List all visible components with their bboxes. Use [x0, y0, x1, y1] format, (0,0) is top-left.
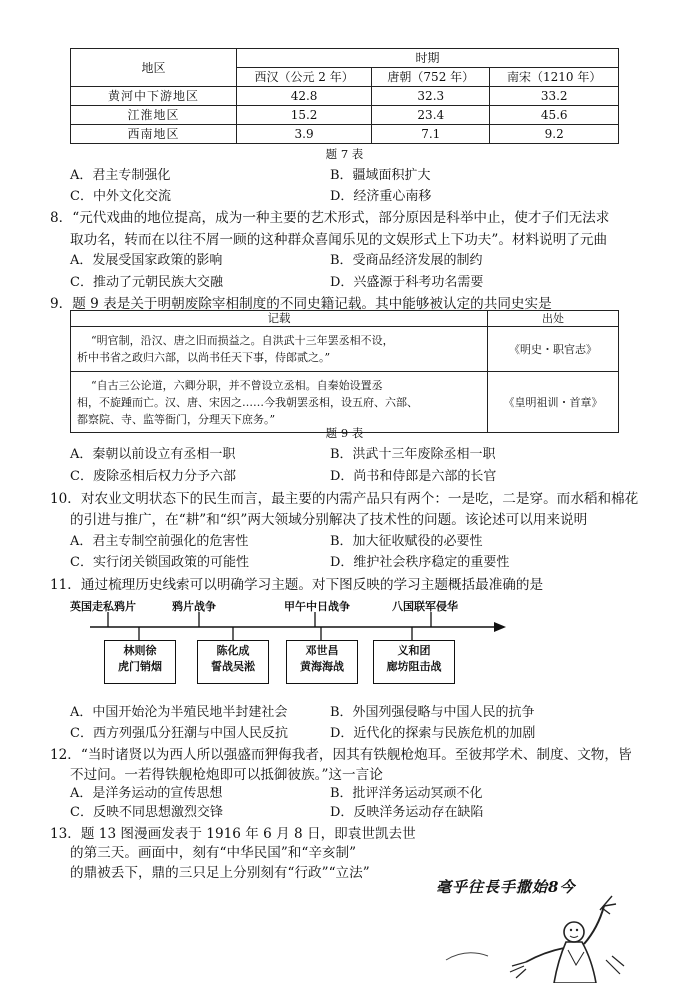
q7-caption: 题 7 表 — [325, 147, 364, 161]
event-person: 义和团 — [397, 644, 431, 657]
q10-option-c[interactable]: C．实行闭关锁国政策的可能性 — [70, 555, 249, 570]
source-cell: 《皇明祖训・首章》 — [488, 372, 619, 433]
q8-option-d[interactable]: D．兴盛源于科考功名需要 — [330, 275, 484, 290]
figure-eye — [570, 929, 572, 931]
q7-option-b[interactable]: B．疆域面积扩大 — [330, 168, 431, 183]
region-name: 黄河中下游地区 — [71, 87, 237, 106]
q13-stem-line1: 13．题 13 图漫画发表于 1916 年 6 月 8 日，即袁世凯去世 — [50, 826, 416, 842]
q7-option-c[interactable]: C．中外文化交流 — [70, 189, 171, 204]
timeline-event-box — [286, 640, 358, 684]
q11-timeline-figure — [70, 596, 619, 700]
q11-option-d[interactable]: D．近代化的探索与民族危机的加剧 — [330, 726, 536, 741]
timeline-event-box — [373, 640, 455, 684]
table-row — [71, 125, 619, 144]
event-person: 陈化成 — [216, 644, 250, 657]
region-name: 江淮地区 — [71, 106, 237, 125]
figure-eye — [576, 929, 578, 931]
header-region: 地区 — [71, 49, 237, 87]
header-record: 记载 — [71, 311, 488, 327]
q12-stem-line1: 12．“当时诸贤以为西人所以强盛而狎侮我者，因其有铁舰枪炮耳。至彼邦学术、制度、文物，皆 — [50, 747, 632, 763]
q13-stem-line3: 的鼎被丢下，鼎的三只足上分别刻有“行政”“立法” — [70, 865, 370, 881]
q10-stem-line1: 10．对农业文明状态下的民生而言，最主要的内需产品只有两个：一是吃，二是穿。而水稻和棉花 — [50, 491, 639, 507]
source-cell: 《明史・职官志》 — [488, 327, 619, 372]
event-person: 邓世昌 — [305, 644, 339, 657]
header-period: 时期 — [237, 49, 619, 68]
cartoon-drawing — [426, 870, 626, 983]
cell-value: 23.4 — [372, 106, 490, 125]
region-name: 西南地区 — [71, 125, 237, 144]
record-cell — [71, 327, 488, 372]
figure-robe — [568, 950, 584, 965]
motion-lines — [606, 956, 624, 974]
figure-head — [564, 922, 584, 942]
q9-table — [70, 310, 619, 433]
cell-value: 45.6 — [490, 106, 619, 125]
q12-option-d[interactable]: D．反映洋务运动存在缺陷 — [330, 805, 484, 820]
timeline-label-2: 甲午中日战争 — [284, 600, 350, 613]
q7-option-a[interactable]: A．君主专制强化 — [70, 168, 171, 183]
q12-option-b[interactable]: B．批评洋务运动冥顽不化 — [330, 786, 483, 801]
q7-option-d[interactable]: D．经济重心南移 — [330, 189, 432, 204]
timeline-arrow-icon — [494, 622, 506, 632]
timeline-event-box — [104, 640, 176, 684]
record-line: 相，不旋踵而亡。汉、唐、宋因之……今我朝罢丞相，设五府、六部、 — [77, 395, 418, 409]
q9-stem: 9．题 9 表是关于明朝废除宰相制度的不同史籍记载。其中能够被认定的共同史实是 — [50, 296, 552, 312]
event-name: 誓战吴淞 — [211, 660, 255, 673]
q11-option-c[interactable]: C．西方列强瓜分狂潮与中国人民反抗 — [70, 726, 288, 741]
cell-value: 15.2 — [237, 106, 372, 125]
record-cell — [71, 372, 488, 433]
q13-cartoon — [426, 870, 626, 983]
record-line: 析中书省之政归六部，以尚书任天下事，侍郎贰之。” — [77, 351, 331, 364]
cell-value: 7.1 — [372, 125, 490, 144]
q8-option-b[interactable]: B．受商品经济发展的制约 — [330, 253, 483, 268]
q9-option-b[interactable]: B．洪武十三年废除丞相一职 — [330, 447, 496, 462]
timeline-label-1: 鸦片战争 — [172, 600, 216, 613]
figure-arm — [526, 948, 564, 962]
q7-table — [70, 48, 619, 144]
figure-arm — [584, 906, 604, 944]
cell-value: 9.2 — [490, 125, 619, 144]
cell-value: 32.3 — [372, 87, 490, 106]
table-row — [71, 87, 619, 106]
timeline-label-3: 八国联军侵华 — [392, 600, 458, 613]
event-person: 林则徐 — [123, 644, 157, 657]
q11-stem: 11．通过梳理历史线索可以明确学习主题。对下图反映的学习主题概括最准确的是 — [50, 577, 544, 593]
cell-value: 3.9 — [237, 125, 372, 144]
q12-stem-line2: 不过问。一若得铁舰枪炮即可以抵御彼族。”这一言论 — [70, 767, 383, 783]
cartoon-title: 毫乎往長手撒始8今 — [436, 878, 576, 896]
record-line: “自古三公论道，六卿分职，并不曾设立丞相。自秦始设置丞 — [91, 378, 383, 392]
motion-lines — [510, 962, 526, 978]
cell-value: 42.8 — [237, 87, 372, 106]
q10-option-d[interactable]: D．维护社会秩序稳定的重要性 — [330, 555, 510, 570]
q10-option-b[interactable]: B．加大征收赋役的必要性 — [330, 534, 483, 549]
q9-option-d[interactable]: D．尚书和侍郎是六部的长官 — [330, 469, 497, 484]
header-source: 出处 — [488, 311, 619, 327]
q12-option-a[interactable]: A．是洋务运动的宣传思想 — [70, 786, 223, 801]
event-name: 廊坊阻击战 — [386, 660, 442, 673]
event-name: 虎门销烟 — [118, 660, 162, 673]
table-row — [71, 106, 619, 125]
timeline-label-0: 英国走私鸦片 — [70, 600, 136, 613]
q8-stem-line1: 8．“元代戏曲的地位提高，成为一种主要的艺术形式，部分原因是科举中止，使才子们无法求 — [50, 210, 610, 226]
q8-option-a[interactable]: A．发展受国家政策的影响 — [70, 253, 223, 268]
cell-value: 33.2 — [490, 87, 619, 106]
motion-lines — [446, 953, 488, 960]
period-0: 西汉（公元 2 年） — [237, 68, 372, 87]
event-name: 黄海海战 — [300, 660, 344, 673]
table-row — [71, 327, 619, 372]
q10-stem-line2: 的引进与推广，在“耕”和“织”两大领域分别解决了技术性的问题。该论述可以用来说明 — [70, 512, 588, 528]
q12-option-c[interactable]: C．反映不同思想激烈交锋 — [70, 805, 223, 820]
q11-option-a[interactable]: A．中国开始沦为半殖民地半封建社会 — [70, 705, 288, 720]
q8-stem-line2: 取功名，转而在以往不屑一顾的这种群众喜闻乐见的文娱形式上下功夫”。材料说明了元曲 — [70, 232, 608, 248]
period-1: 唐朝（752 年） — [372, 68, 490, 87]
q11-option-b[interactable]: B．外国列强侵略与中国人民的抗争 — [330, 705, 535, 720]
figure-mouth — [570, 936, 578, 938]
q9-option-c[interactable]: C．废除丞相后权力分予六部 — [70, 469, 236, 484]
q13-stem-line2: 的第三天。画面中，刻有“中华民国”和“辛亥制” — [70, 845, 357, 861]
record-line: 都察院、寺、监等衙门，分理天下庶务。” — [77, 412, 276, 426]
record-line: “明官制，沿汉、唐之旧而损益之。自洪武十三年罢丞相不设， — [91, 334, 394, 347]
q10-option-a[interactable]: A．君主专制空前强化的危害性 — [70, 534, 249, 549]
q8-option-c[interactable]: C．推动了元朝民族大交融 — [70, 275, 223, 290]
timeline-event-box — [197, 640, 269, 684]
table-row — [71, 372, 619, 433]
q9-caption: 题 9 表 — [325, 426, 364, 440]
period-2: 南宋（1210 年） — [490, 68, 619, 87]
q9-option-a[interactable]: A．秦朝以前设立有丞相一职 — [70, 447, 236, 462]
